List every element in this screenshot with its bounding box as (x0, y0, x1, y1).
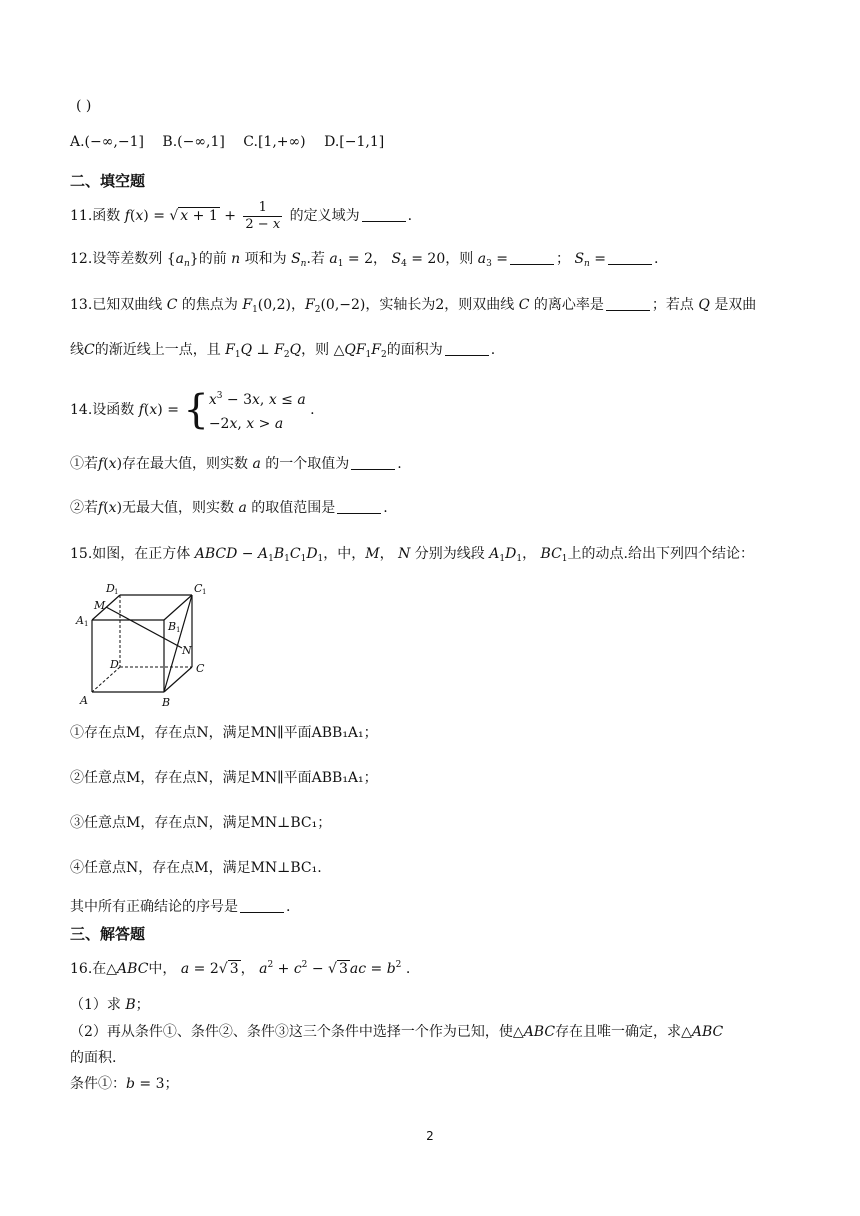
q14-sub-2: ②若f(x)无最大值，则实数 a 的取值范围是 . (70, 500, 388, 516)
q13-blank-1 (606, 298, 650, 311)
svg-text:D: D (110, 658, 119, 671)
question-13-line-1: 13.已知双曲线 C 的焦点为 $F_1(0,2)$，$F_2(0,-2)$，实轴长为2，则双曲线 C 的离心率是 ；若点 Q 是双曲 (70, 297, 757, 315)
question-14: 14.设函数 $f(x) = \{x^3 - 3x$, x ≤ a −2x, x > a . (70, 384, 315, 436)
svg-text:M: M (94, 599, 106, 612)
q16-cond1-label: 条件①： (70, 1076, 126, 1092)
q16-condition-1: 条件①：b = 3； (70, 1076, 179, 1092)
q12-blank-1 (510, 252, 554, 265)
q12-text-2: 项和为 (244, 251, 287, 267)
section-solve-heading: 三、解答题 (70, 925, 146, 943)
question-12: 12.设等差数列 $\{a_n\}$的前 n 项和为 $S_n$.若 $a_1 = 2$， $S_4 = 20$，则 $a_3$ = ； $S_n$ = . (70, 251, 659, 269)
svg-text:C: C (194, 582, 203, 595)
svg-text:A: A (76, 614, 84, 627)
q14-sub1-end: 的一个取值为 (265, 456, 350, 472)
svg-text:D: D (106, 582, 115, 595)
question-13-line-2: 线C的渐近线上一点，且 $F_1Q$ ⊥ $F_2Q$，则 $\triangle QF_1F_2$的面积为 . (70, 342, 496, 360)
q15-conclusion-text: 其中所有正确结论的序号是 (70, 899, 238, 915)
q11-fraction: $\frac{1}{2 - x}$ (245, 200, 281, 232)
question-15: 15.如图，在正方体 ABCD − $A_1B_1C_1D_1$，中，M， N 分别为线段 $A_1D_1$， $BC_1$上的动点.给出下列四个结论： (70, 546, 754, 564)
svg-text:C: C (196, 662, 205, 675)
question-16: 16.在△ABC中， a = 2√ 3 ， $a^2 + c^2$ − √ 3 ac = $b^2$ . (70, 960, 411, 977)
q15-statement-1: ①存在点M，存在点N，满足MN∥平面ABB₁A₁； (70, 725, 378, 741)
q14-sub2-end: 的取值范围是 (251, 500, 336, 516)
section-fill-heading: 二、填空题 (70, 172, 146, 190)
svg-text:1: 1 (84, 620, 89, 628)
q13-text-7: 的渐近线上一点，且 (94, 342, 221, 358)
q11-blank (362, 209, 406, 222)
q14-piecewise: $x^3 - 3x$, x ≤ a −2x, x > a (208, 391, 306, 432)
q14-prefix: 14.设函数 (70, 402, 135, 418)
q13-text-1: 的焦点为 (181, 297, 238, 313)
q10-paren: ( ) (76, 98, 92, 114)
q14-sub1-mid: 存在最大值，则实数 (122, 456, 249, 472)
q15-text-1: ，中， (323, 546, 366, 562)
q13-text-5: 是双曲 (714, 297, 757, 313)
q14-sub-1: ①若f(x)存在最大值，则实数 a 的一个取值为 . (70, 456, 402, 472)
q13-blank-2 (445, 343, 489, 356)
q10-option-a: A.(−∞,−1] (70, 134, 144, 150)
question-11: 11.函数 f(x) = √ x + 1 + $\frac{1}{2 - x}$ 的定义域为 . (70, 200, 413, 232)
svg-text:1: 1 (176, 626, 181, 634)
q15-conclusion: 其中所有正确结论的序号是 . (70, 899, 291, 915)
q16-part-1: （1）求 B； (70, 997, 150, 1013)
svg-text:1: 1 (202, 588, 207, 596)
q13-text-3: 的离心率是 (533, 297, 604, 313)
q15-prefix: 15.如图，在正方体 (70, 546, 191, 562)
q12-text-4: ，则 (445, 251, 474, 267)
q14-sub2-prefix: ②若 (70, 500, 98, 516)
q16-part1-text: （1）求 (70, 997, 121, 1013)
q10-option-d: D.[−1,1] (324, 134, 385, 150)
q14-sub2-mid: 无最大值，则实数 (122, 500, 235, 516)
q15-text-2: 分别为线段 (414, 546, 485, 562)
q13-text-9: 的面积为 (386, 342, 443, 358)
q15-statement-2: ②任意点M，存在点N，满足MN∥平面ABB₁A₁； (70, 770, 378, 786)
q13-text-6: 线 (70, 342, 84, 358)
q14-blank-2 (337, 501, 381, 514)
q13-prefix: 13.已知双曲线 (70, 297, 163, 313)
svg-text:1: 1 (114, 588, 119, 596)
q13-text-8: ，则 (301, 342, 330, 358)
q12-blank-2 (608, 252, 652, 265)
q14-sub1-prefix: ①若 (70, 456, 98, 472)
q10-options (70, 134, 398, 151)
svg-text:B: B (168, 620, 177, 633)
q16-prefix: 16.在 (70, 961, 107, 977)
q15-statement-3: ③任意点M，存在点N，满足MN⊥BC₁； (70, 815, 332, 831)
q16-text-1: 中， (148, 961, 177, 977)
q16-part2-text-1: （2）再从条件①、条件②、条件③这三个条件中选择一个作为已知，使 (70, 1024, 513, 1040)
cube-figure (72, 578, 212, 710)
page-number: 2 (426, 1129, 434, 1143)
svg-text:A: A (80, 694, 88, 707)
svg-text:B: B (162, 696, 171, 709)
q16-part-2-line-1: （2）再从条件①、条件②、条件③这三个条件中选择一个作为已知，使△ABC存在且唯一确定，求△ABC (70, 1024, 724, 1040)
q16-part-2-line-2: 的面积. (70, 1050, 117, 1066)
q10-option-b: B.(−∞,1] (162, 134, 225, 150)
q12-prefix: 12.设等差数列 (70, 251, 163, 267)
q10-option-c: C.[1,+∞) (243, 134, 306, 150)
q16-part2-text-2: 存在且唯一确定，求 (555, 1024, 682, 1040)
q15-blank (240, 900, 284, 913)
q12-text-1: 的前 (198, 251, 227, 267)
q13-text-2: ，实轴长为2，则双曲线 (365, 297, 515, 313)
q12-text-3: .若 (306, 251, 325, 267)
svg-text:N: N (182, 644, 192, 657)
q15-statement-4: ④任意点N，存在点M，满足MN⊥BC₁. (70, 860, 322, 876)
q11-prefix: 11.函数 (70, 208, 121, 225)
q15-text-3: 上的动点.给出下列四个结论： (567, 546, 754, 562)
q14-blank-1 (351, 457, 395, 470)
q11-suffix: 的定义域为 (289, 208, 360, 225)
q13-text-4: ；若点 (651, 297, 694, 313)
